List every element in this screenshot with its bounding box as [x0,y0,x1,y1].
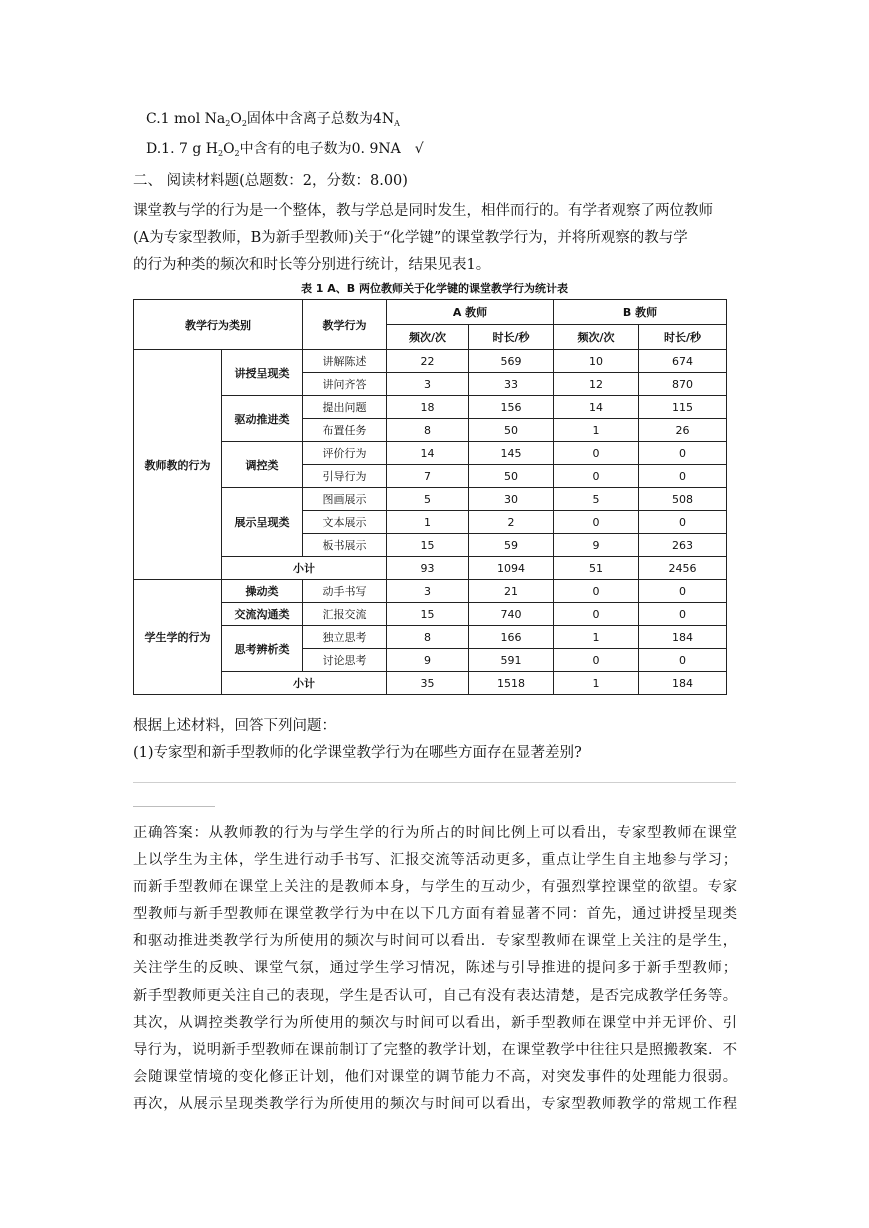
answer-line: 和驱动推进类教学行为所使用的频次与时间可以看出．专家型教师在课堂上关注的是学生， [133,933,737,950]
b-duration-cell: 0 [639,649,727,672]
subcategory-cell: 思考辨析类 [222,626,303,672]
b-freq-cell: 1 [554,626,639,649]
subcategory-cell: 驱动推进类 [222,396,303,442]
answer-line: 关注学生的反映、课堂气氛，通过学生学习情况，陈述与引导推进的提问多于新手型教师； [133,960,737,977]
answer-line: 导行为，说明新手型教师在课前制订了完整的教学计划，在课堂教学中往往只是照搬教案．不 [133,1041,737,1058]
option-d-mid: O [223,141,235,157]
option-c-suffix: 固体中含离子总数为4N [246,111,395,127]
a-duration-cell: 145 [469,442,554,465]
a-duration-cell: 33 [469,373,554,396]
subtotal-a-freq: 93 [387,557,469,580]
b-duration-cell: 263 [639,534,727,557]
question-lead: 根据上述材料，回答下列问题： [133,718,336,734]
answer-line: 正确答案：从教师教的行为与学生学的行为所占的时间比例上可以看出，专家型教师在课堂 [133,825,737,841]
subtotal-b-duration: 184 [639,672,727,695]
b-freq-cell: 12 [554,373,639,396]
a-duration-cell: 166 [469,626,554,649]
option-c-sub1: 2 [225,119,231,128]
b-freq-cell: 0 [554,649,639,672]
b-duration-cell: 26 [639,419,727,442]
subcategory-cell: 展示呈现类 [222,488,303,557]
a-freq-cell: 7 [387,465,469,488]
b-duration-cell: 508 [639,488,727,511]
option-d-suffix: 中含有的电子数为0. 9NA [239,141,401,157]
b-freq-cell: 5 [554,488,639,511]
a-freq-cell: 22 [387,350,469,373]
table-row [134,442,727,465]
a-freq-cell: 15 [387,603,469,626]
table-row [134,350,727,373]
b-freq-cell: 1 [554,419,639,442]
b-duration-cell: 0 [639,603,727,626]
b-duration-cell: 0 [639,580,727,603]
statistics-table [133,299,727,695]
subtotal-b-freq: 1 [554,672,639,695]
behavior-cell: 板书展示 [303,534,387,557]
table-row [134,626,727,649]
option-d [146,138,424,158]
behavior-cell: 独立思考 [303,626,387,649]
subcategory-cell: 交流沟通类 [222,603,303,626]
a-freq-cell: 18 [387,396,469,419]
a-duration-cell: 59 [469,534,554,557]
b-freq-cell: 14 [554,396,639,419]
a-freq-cell: 1 [387,511,469,534]
b-freq-cell: 0 [554,465,639,488]
short-divider-line [133,806,215,807]
b-duration-cell: 0 [639,465,727,488]
behavior-cell: 讲解陈述 [303,350,387,373]
a-freq-cell: 15 [387,534,469,557]
header-category: 教学行为类别 [134,300,303,350]
option-d-sub2: 2 [234,149,240,158]
intro-line-2: (A为专家型教师，B为新手型教师)关于“化学键”的课堂教学行为，并将所观察的教与学 [133,230,688,246]
b-freq-cell: 0 [554,511,639,534]
table-row [134,396,727,419]
b-freq-cell: 0 [554,580,639,603]
b-duration-cell: 870 [639,373,727,396]
a-duration-cell: 569 [469,350,554,373]
divider-line [133,782,736,783]
option-c-sub3: A [394,119,400,128]
behavior-cell: 引导行为 [303,465,387,488]
subtotal-b-duration: 2456 [639,557,727,580]
answer-line: 再次，从展示呈现类教学行为所使用的频次与时间可以看出，专家型教师教学的常规工作程 [133,1095,737,1112]
question-1: (1)专家型和新手型教师的化学课堂教学行为在哪些方面存在显著差别? [133,745,582,761]
answer-line: 新手型教师更关注自己的表现，学生是否认可，自己有没有表达清楚，是否完成教学任务等。 [133,987,737,1004]
b-duration-cell: 115 [639,396,727,419]
a-duration-cell: 21 [469,580,554,603]
table-row [134,603,727,626]
option-c-prefix: C.1 mol Na [146,111,226,127]
answer-block [133,820,737,1118]
subtotal-row [134,672,727,695]
answer-line: 其次，从调控类教学行为所使用的频次与时间可以看出，新手型教师在课堂中并无评价、引 [133,1014,737,1031]
section-heading: 二、 阅读材料题(总题数：2，分数：8.00) [133,173,408,189]
header-a-freq: 频次/次 [387,325,469,350]
a-freq-cell: 3 [387,580,469,603]
subtotal-label: 小计 [222,672,387,695]
a-freq-cell: 8 [387,626,469,649]
a-freq-cell: 14 [387,442,469,465]
answer-line: 会随课堂情境的变化修正计划，他们对课堂的调节能力不高，对突发事件的处理能力很弱。 [133,1068,737,1085]
b-duration-cell: 674 [639,350,727,373]
teacher-group-label: 教师教的行为 [134,350,222,580]
a-freq-cell: 9 [387,649,469,672]
a-freq-cell: 5 [387,488,469,511]
a-duration-cell: 2 [469,511,554,534]
behavior-cell: 讲问齐答 [303,373,387,396]
a-freq-cell: 8 [387,419,469,442]
b-duration-cell: 184 [639,626,727,649]
a-duration-cell: 30 [469,488,554,511]
table-caption: 表 1 A、B 两位教师关于化学键的课堂教学行为统计表 [300,282,569,295]
subtotal-row [134,557,727,580]
subcategory-cell: 调控类 [222,442,303,488]
a-duration-cell: 50 [469,419,554,442]
option-d-sub1: 2 [217,149,224,158]
b-freq-cell: 10 [554,350,639,373]
behavior-cell: 文本展示 [303,511,387,534]
subtotal-label: 小计 [222,557,387,580]
behavior-cell: 讨论思考 [303,649,387,672]
option-c-mid: O [230,111,242,127]
header-behavior: 教学行为 [303,300,387,350]
a-duration-cell: 740 [469,603,554,626]
behavior-cell: 提出问题 [303,396,387,419]
b-freq-cell: 9 [554,534,639,557]
behavior-cell: 动手书写 [303,580,387,603]
b-duration-cell: 0 [639,511,727,534]
a-duration-cell: 591 [469,649,554,672]
student-group-label: 学生学的行为 [134,580,222,695]
header-b-duration: 时长/秒 [639,325,727,350]
option-c [146,108,400,128]
option-c-sub2: 2 [241,119,247,128]
header-b-freq: 频次/次 [554,325,639,350]
a-duration-cell: 156 [469,396,554,419]
header-teacher-b: B 教师 [554,300,727,325]
option-d-checkmark: √ [414,141,424,157]
subcategory-cell: 讲授呈现类 [222,350,303,396]
a-freq-cell: 3 [387,373,469,396]
subtotal-a-duration: 1518 [469,672,554,695]
subtotal-a-freq: 35 [387,672,469,695]
table-row [134,580,727,603]
table-row [134,488,727,511]
subtotal-a-duration: 1094 [469,557,554,580]
answer-line: 型教师与新手型教师在课堂教学行为中在以下几方面有着显著不同：首先，通过讲授呈现类 [133,906,737,923]
behavior-cell: 布置任务 [303,419,387,442]
subtotal-b-freq: 51 [554,557,639,580]
behavior-cell: 汇报交流 [303,603,387,626]
option-d-prefix: D.1. 7 g H [146,141,218,157]
subcategory-cell: 操动类 [222,580,303,603]
b-freq-cell: 0 [554,442,639,465]
intro-line-3: 的行为种类的频次和时长等分别进行统计，结果见表1。 [133,257,491,273]
b-duration-cell: 0 [639,442,727,465]
a-duration-cell: 50 [469,465,554,488]
header-teacher-a: A 教师 [387,300,554,325]
header-a-duration: 时长/秒 [469,325,554,350]
intro-line-1: 课堂教与学的行为是一个整体，教与学总是同时发生，相伴而行的。有学者观察了两位教师 [133,203,713,219]
answer-line: 上以学生为主体，学生进行动手书写、汇报交流等活动更多，重点让学生自主地参与学习； [133,852,737,869]
answer-line: 而新手型教师在课堂上关注的是教师本身，与学生的互动少，有强烈掌控课堂的欲望。专家 [133,879,737,896]
behavior-cell: 图画展示 [303,488,387,511]
table-body [134,350,727,695]
b-freq-cell: 0 [554,603,639,626]
behavior-cell: 评价行为 [303,442,387,465]
